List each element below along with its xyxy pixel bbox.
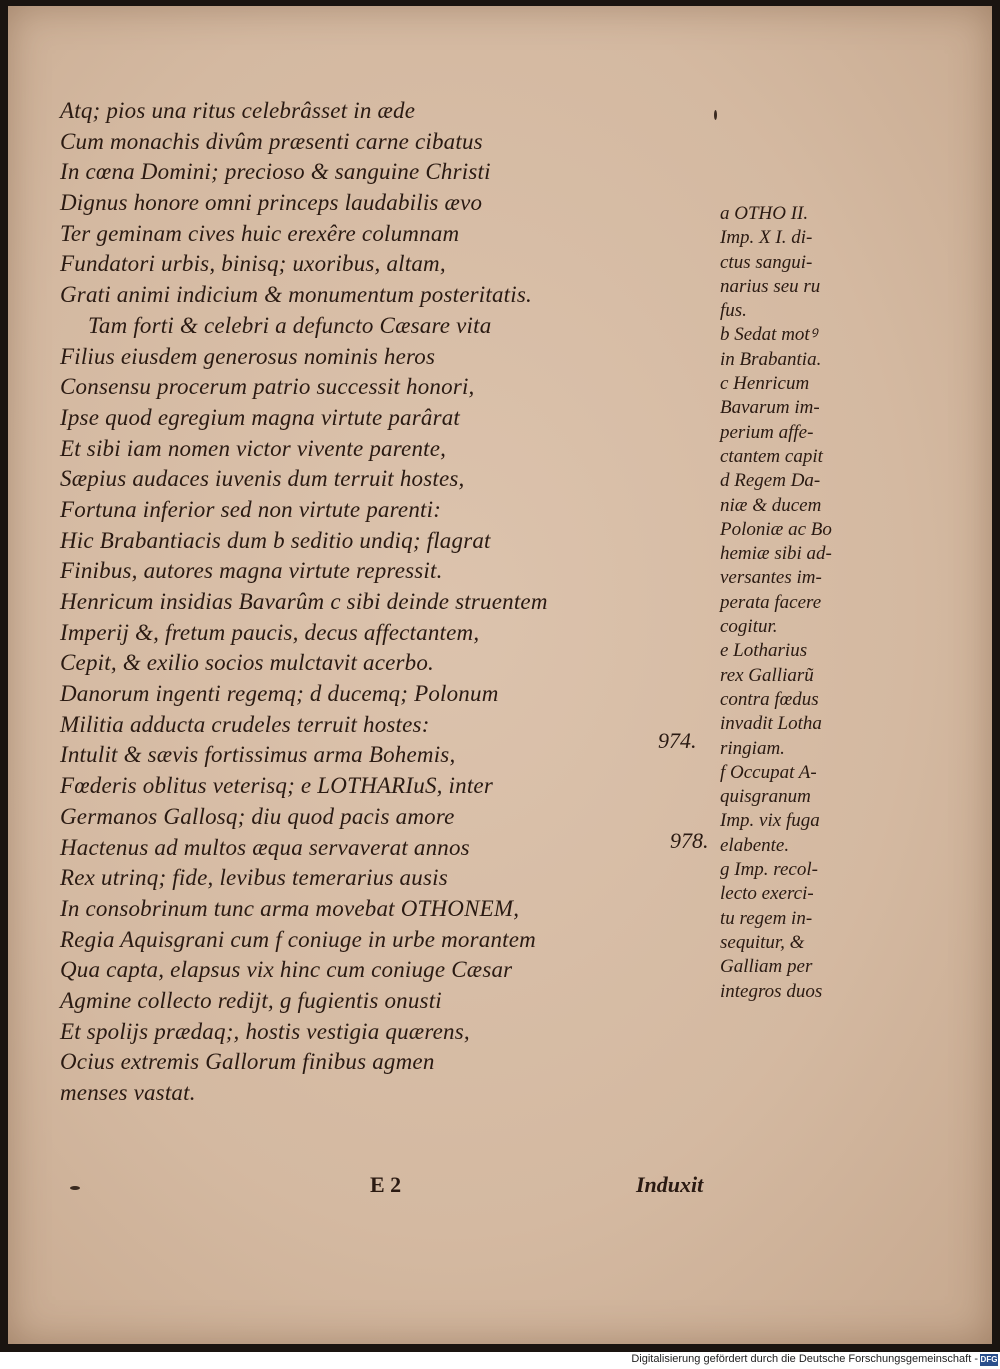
text-line: Sæpius audaces iuvenis dum terruit hostes,: [60, 466, 465, 492]
margin-note-line: c Henricum: [720, 373, 810, 395]
signature-mark: E 2: [370, 1172, 402, 1197]
catchword: Induxit: [636, 1172, 704, 1197]
margin-note-line: elabente.: [720, 834, 790, 856]
ink-speck: [714, 110, 717, 120]
main-text-block: [60, 96, 660, 1109]
margin-note-line: ctantem capit: [720, 445, 823, 467]
footer-funding-text: Digitalisierung gefördert durch die Deutsche Forschungsgemeinschaft -: [631, 1353, 978, 1365]
margin-note-line: lecto exerci-: [720, 883, 814, 905]
margin-note-line: ringiam.: [720, 737, 785, 759]
text-line: Grati animi indicium & monumentum posteritatis.: [60, 282, 532, 308]
text-line: Regia Aquisgrani cum f coniuge in urbe morantem: [60, 926, 536, 952]
text-line: Fundatori urbis, binisq; uxoribus, altam,: [60, 251, 446, 277]
margin-note-line: contra fœdus: [720, 688, 819, 710]
margin-note-line: b Sedat motꝰ: [720, 324, 817, 346]
margin-note-line: tu regem in-: [720, 907, 813, 929]
margin-note-line: sequitur, &: [720, 931, 805, 953]
text-line: Intulit & sævis fortissimus arma Bohemis,: [60, 742, 456, 768]
book-page: [8, 6, 992, 1344]
text-line: Qua capta, elapsus vix hinc cum coniuge Cæsar: [60, 957, 513, 983]
text-line: Ocius extremis Gallorum finibus agmen: [60, 1049, 435, 1075]
text-line: Atq; pios una ritus celebrâsset in æde: [60, 98, 416, 123]
dfg-logo: DFG: [980, 1355, 998, 1364]
margin-note-line: Poloniæ ac Bo: [720, 518, 832, 540]
margin-note-line: in Brabantia.: [720, 348, 822, 370]
margin-note-line: rex Galliarũ: [720, 664, 814, 686]
text-line: Filius eiusdem generosus nominis heros: [60, 343, 436, 369]
margin-note-line: niæ & ducem: [720, 494, 822, 516]
text-line: Et spolijs prædaq;, hostis vestigia quærens,: [60, 1018, 470, 1044]
text-line: In cœna Domini; precioso & sanguine Christi: [60, 159, 491, 185]
text-line: Danorum ingenti regemq; d ducemq; Polonum: [60, 681, 499, 707]
text-line: In consobrinum tunc arma movebat OTHONEM,: [60, 895, 520, 921]
margin-note-line: cogitur.: [720, 616, 778, 638]
margin-note-line: a OTHO II.: [720, 203, 809, 224]
margin-note-line: e Lotharius: [720, 640, 808, 662]
margin-notes: [720, 202, 870, 1004]
margin-note-line: Imp. X I. di-: [720, 227, 813, 249]
margin-note-line: ctus sangui-: [720, 251, 813, 273]
text-line: Tam forti & celebri a defuncto Cæsare vita: [88, 312, 492, 338]
text-line: Et sibi iam nomen victor vivente parente,: [60, 435, 447, 461]
text-line: Hic Brabantiacis dum b seditio undiq; flagrat: [60, 527, 491, 553]
text-line: Militia adducta crudeles terruit hostes:: [60, 711, 430, 737]
margin-note-line: f Occupat A-: [720, 761, 817, 783]
text-line: Cepit, & exilio socios mulctavit acerbo.: [60, 650, 435, 676]
text-line: Finibus, autores magna virtute repressit.: [60, 558, 443, 584]
margin-note-line: perata facere: [720, 591, 822, 613]
text-line: Ipse quod egregium magna virtute parârat: [60, 404, 461, 430]
margin-note-line: g Imp. recol-: [720, 859, 818, 881]
text-line: Rex utrinq; fide, levibus temerarius ausis: [60, 865, 448, 891]
text-line: Agmine collecto redijt, g fugientis onusti: [60, 987, 442, 1013]
margin-note-line: hemiæ sibi ad-: [720, 543, 832, 565]
margin-note-line: integros duos: [720, 980, 823, 1002]
margin-note-line: Galliam per: [720, 956, 813, 978]
margin-year-974: 974.: [658, 728, 697, 753]
ink-speck: [70, 1186, 80, 1190]
text-line: Consensu procerum patrio successit honori,: [60, 374, 475, 400]
text-line: Fœderis oblitus veterisq; e LOTHARIuS, inter: [60, 773, 493, 799]
margin-note-line: Bavarum im-: [720, 397, 820, 419]
margin-note-line: invadit Lotha: [720, 713, 822, 735]
text-line: Germanos Gallosq; diu quod pacis amore: [60, 803, 455, 829]
margin-note-line: versantes im-: [720, 567, 822, 589]
margin-note-line: Imp. vix fuga: [720, 810, 820, 832]
margin-note-line: quisgranum: [720, 786, 811, 808]
margin-note-line: perium affe-: [720, 421, 814, 443]
text-line: Dignus honore omni princeps laudabilis ævo: [60, 190, 483, 216]
margin-note-line: d Regem Da-: [720, 470, 821, 492]
margin-note-line: fus.: [720, 300, 747, 322]
margin-note-line: narius seu ru: [720, 275, 821, 297]
text-line: Ter geminam cives huic erexêre columnam: [60, 220, 460, 246]
text-line: menses vastat.: [60, 1080, 196, 1105]
text-line: Imperij &, fretum paucis, decus affectantem,: [60, 619, 480, 645]
text-line: Henricum insidias Bavarûm c sibi deinde struentem: [60, 589, 548, 614]
margin-year-978: 978.: [670, 828, 709, 853]
text-line: Hactenus ad multos æqua servaverat annos: [60, 834, 470, 860]
text-line: Fortuna inferior sed non virtute parenti:: [60, 496, 442, 522]
text-line: Cum monachis divûm præsenti carne cibatus: [60, 128, 483, 154]
